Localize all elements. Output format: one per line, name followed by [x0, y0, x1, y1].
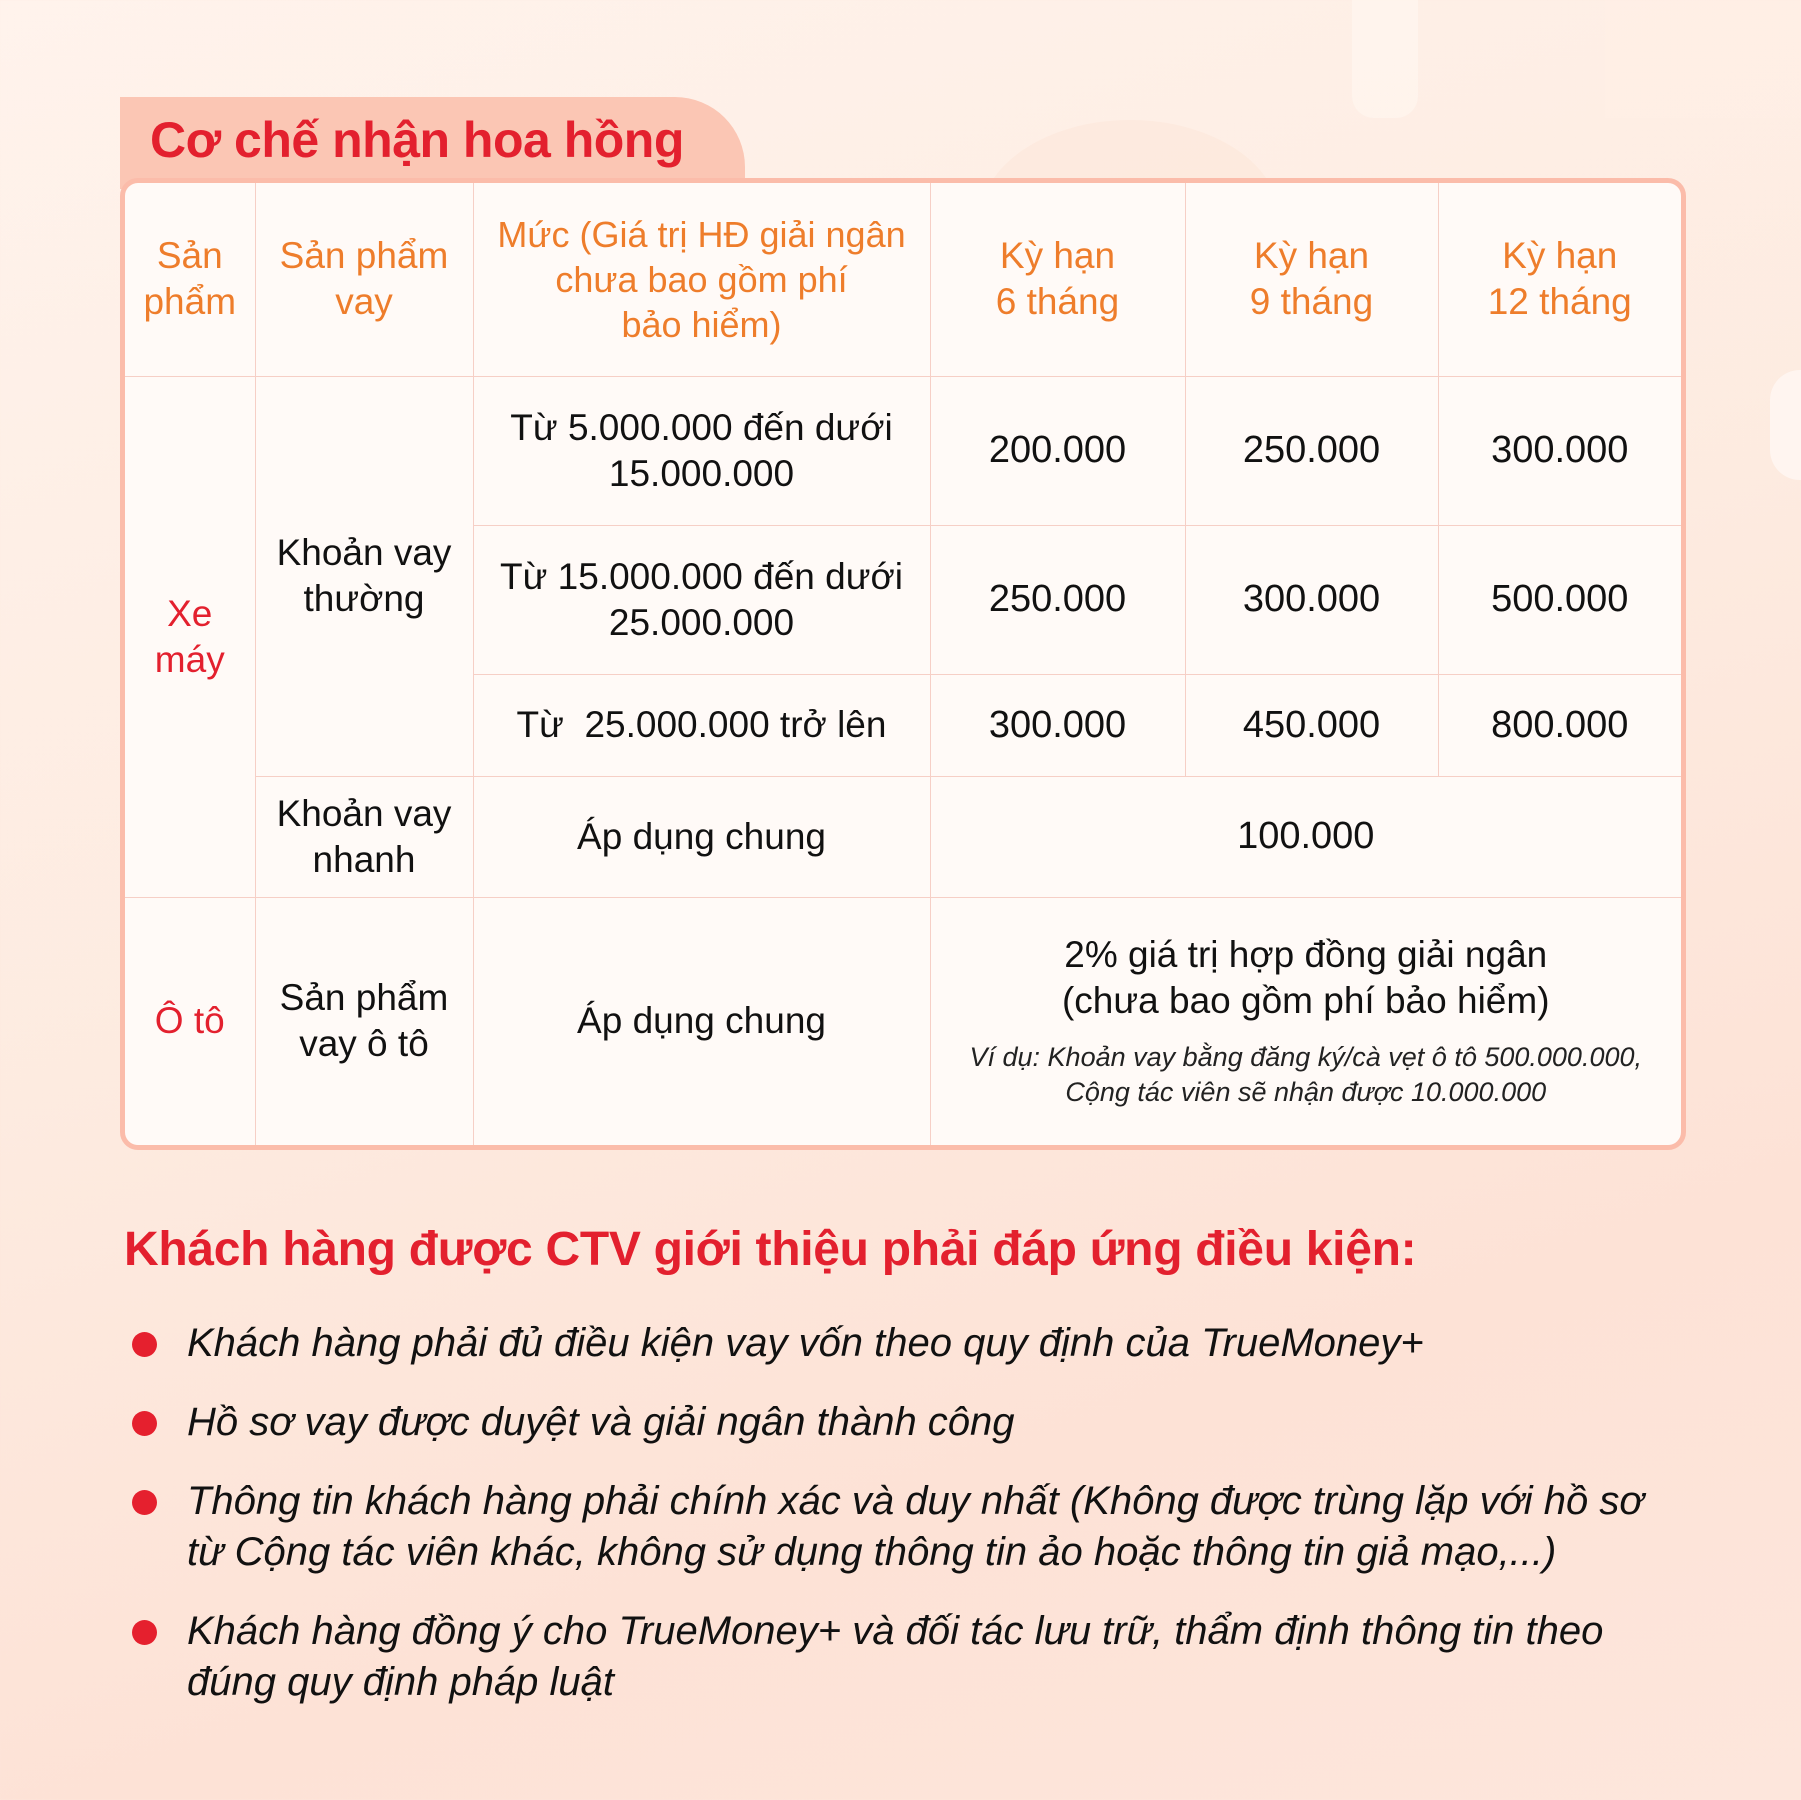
- header-line: bảo hiểm): [621, 303, 782, 345]
- list-item: [130, 1318, 1710, 1369]
- header-line: phẩm: [143, 281, 237, 323]
- header-line: vay: [335, 281, 393, 323]
- condition-text: Khách hàng phải đủ điều kiện vay vốn theo quy định của TrueMoney+: [187, 1321, 1424, 1365]
- table-row: [125, 376, 1681, 525]
- loan-line: thường: [303, 578, 425, 619]
- condition-text: Thông tin khách hàng phải chính xác và duy nhất (Không được trùng lặp với hồ sơ: [187, 1479, 1644, 1523]
- loan-type-quick: [255, 776, 473, 897]
- commission-9m: 450.000: [1185, 674, 1438, 776]
- commission-9m: 250.000: [1185, 376, 1438, 525]
- background-decoration: [1605, 0, 1801, 118]
- commission-6m: 300.000: [930, 674, 1185, 776]
- bullet-icon: [132, 1620, 157, 1645]
- example-line: Cộng tác viên sẽ nhận được 10.000.000: [1065, 1077, 1547, 1108]
- condition-text: đúng quy định pháp luật: [187, 1660, 615, 1704]
- commission-example: [939, 1040, 1674, 1110]
- conditions-list: [130, 1318, 1710, 1736]
- column-header-12-months: [1438, 183, 1681, 376]
- bullet-icon: [132, 1411, 157, 1436]
- tier-range: [473, 525, 930, 674]
- bullet-icon: [132, 1332, 157, 1357]
- header-line: Sản: [156, 235, 223, 277]
- header-line: Mức (Giá trị HĐ giải ngân: [497, 213, 906, 255]
- commission-6m: 200.000: [930, 376, 1185, 525]
- commission-percent-text: [939, 932, 1674, 1024]
- table-row: [125, 897, 1681, 1145]
- condition-text: Hồ sơ vay được duyệt và giải ngân thành công: [187, 1400, 1015, 1444]
- table-row: [125, 776, 1681, 897]
- condition-text: từ Cộng tác viên khác, không sử dụng thông tin ảo hoặc thông tin giả mạo,...): [187, 1530, 1557, 1574]
- commission-flat: 100.000: [930, 776, 1681, 897]
- page-title: Cơ chế nhận hoa hồng: [150, 112, 684, 168]
- tier-range: Áp dụng chung: [473, 897, 930, 1145]
- bullet-icon: [132, 1490, 157, 1515]
- product-line: Xe: [167, 592, 213, 634]
- loan-line: Khoản vay: [276, 792, 452, 834]
- tier-range: [473, 376, 930, 525]
- loan-line: Sản phẩm: [279, 977, 449, 1019]
- list-item: [130, 1397, 1710, 1448]
- background-decoration: [1770, 370, 1801, 480]
- column-header-product: [125, 183, 255, 376]
- commission-12m: 300.000: [1438, 376, 1681, 525]
- list-item: [130, 1606, 1710, 1708]
- column-header-9-months: [1185, 183, 1438, 376]
- product-motorbike: [125, 376, 255, 897]
- example-line: Ví dụ: Khoản vay bằng đăng ký/cà vẹt ô tô 500.000.000,: [969, 1042, 1642, 1073]
- header-line: 12 tháng: [1487, 281, 1632, 323]
- loan-type-regular: [255, 376, 473, 776]
- loan-line: Khoản vay: [276, 532, 452, 573]
- range-line: 25.000.000: [608, 601, 795, 643]
- header-line: Kỳ hạn: [1253, 235, 1370, 277]
- header-line: Kỳ hạn: [1502, 235, 1618, 277]
- value-line: (chưa bao gồm phí bảo hiểm): [1061, 980, 1550, 1022]
- list-item: [130, 1476, 1710, 1578]
- tier-range: Áp dụng chung: [473, 776, 930, 897]
- header-line: chưa bao gồm phí: [555, 258, 848, 300]
- condition-text: Khách hàng đồng ý cho TrueMoney+ và đối tác lưu trữ, thẩm định thông tin theo: [187, 1609, 1604, 1653]
- table-header-row: [125, 183, 1681, 376]
- commission-table: [125, 183, 1681, 1145]
- header-line: Kỳ hạn: [999, 235, 1116, 277]
- header-line: Sản phẩm: [279, 235, 449, 277]
- tier-range: Từ 25.000.000 trở lên: [473, 674, 930, 776]
- value-line: 2% giá trị hợp đồng giải ngân: [1064, 934, 1548, 976]
- commission-percent: [930, 897, 1681, 1145]
- commission-6m: 250.000: [930, 525, 1185, 674]
- range-line: Từ 15.000.000 đến dưới: [500, 555, 903, 597]
- product-line: máy: [154, 638, 225, 680]
- section-tab: [120, 97, 745, 189]
- header-line: 9 tháng: [1249, 281, 1374, 323]
- background-decoration: [1352, 0, 1418, 118]
- conditions-title: Khách hàng được CTV giới thiệu phải đáp ứng điều kiện:: [124, 1223, 1417, 1276]
- commission-12m: 800.000: [1438, 674, 1681, 776]
- product-car: Ô tô: [125, 897, 255, 1145]
- header-line: 6 tháng: [995, 281, 1120, 323]
- commission-table-card: [120, 178, 1686, 1150]
- commission-9m: 300.000: [1185, 525, 1438, 674]
- range-line: Từ 5.000.000 đến dưới: [510, 406, 893, 448]
- loan-type-car: [255, 897, 473, 1145]
- loan-line: vay ô tô: [299, 1023, 429, 1065]
- column-header-6-months: [930, 183, 1185, 376]
- column-header-level: [473, 183, 930, 376]
- column-header-loan-product: [255, 183, 473, 376]
- loan-line: nhanh: [312, 838, 416, 880]
- commission-12m: 500.000: [1438, 525, 1681, 674]
- range-line: 15.000.000: [608, 452, 795, 494]
